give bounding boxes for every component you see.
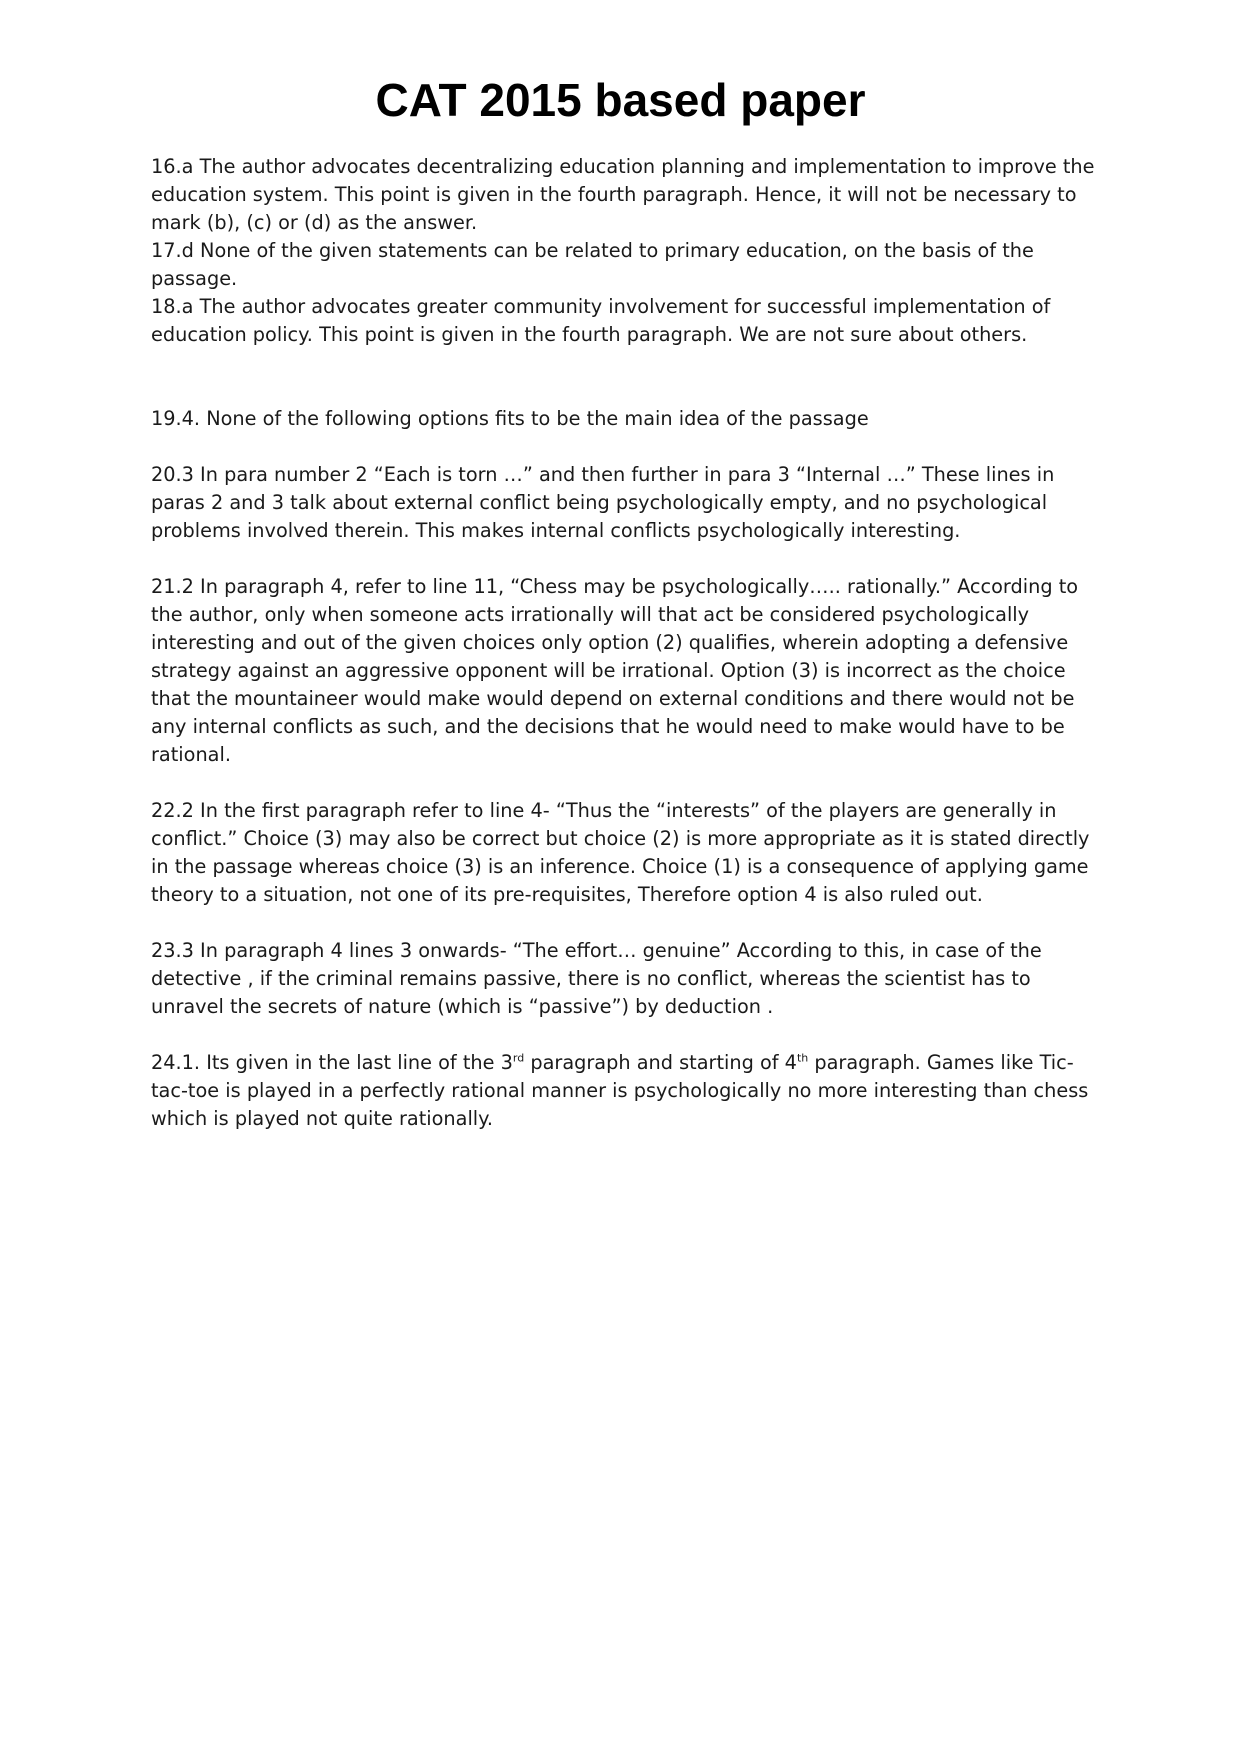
paragraph-spacer (151, 1021, 1103, 1049)
answer-24 (151, 1049, 1103, 1133)
answer-21: 21.2 In paragraph 4, refer to line 11, “Chess may be psychologically….. rationally.” According to the author, only when someone acts irrationally will that act be considered psychologically interesting and out of the given choices only option (2) qualifies, wherein adopting a defensive strategy against an aggressive opponent will be irrational. Option (3) is incorrect as the choice that the mountaineer would make would depend on external conditions and there would not be any internal conflicts as such, and the decisions that he would need to make would have to be rational. (151, 575, 1079, 766)
answer-16: 16.a The author advocates decentralizing education planning and implementation to improve the education system. This point is given in the fourth paragraph. Hence, it will not be necessary to mark (b), (c) or (d) as the answer. (151, 155, 1095, 234)
answer-22: 22.2 In the first paragraph refer to line 4- “Thus the “interests” of the players are generally in conflict.” Choice (3) may also be correct but choice (2) is more appropriate as it is stated directly in the passage whereas choice (3) is an inference. Choice (1) is a consequence of applying game theory to a situation, not one of its pre-requisites, Therefore option 4 is also ruled out. (151, 799, 1090, 906)
answer-24-superscript-th: th (796, 1051, 809, 1065)
paragraph-spacer (151, 769, 1103, 797)
paragraph-spacer (151, 349, 1103, 405)
answer-24-superscript-rd: rd (512, 1051, 525, 1065)
answer-24-text-3: paragraph. Games like Tic-tac-toe is played in a perfectly rational manner is psychologically no more interesting than chess which is played not quite rationally. (151, 1051, 1089, 1130)
answer-24-text-1: 24.1. Its given in the last line of the 3 (151, 1051, 513, 1074)
paragraph-spacer (151, 909, 1103, 937)
answer-23: 23.3 In paragraph 4 lines 3 onwards- “The effort… genuine” According to this, in case of the detective , if the criminal remains passive, there is no conflict, whereas the scientist has to unravel the secrets of nature (which is “passive”) by deduction . (151, 939, 1042, 1018)
answer-20: 20.3 In para number 2 “Each is torn …” and then further in para 3 “Internal …” These lines in paras 2 and 3 talk about external conflict being psychologically empty, and no psychological problems involved therein. This makes internal conflicts psychologically interesting. (151, 463, 1055, 542)
answer-18: 18.a The author advocates greater community involvement for successful implementation of education policy. This point is given in the fourth paragraph. We are not sure about others. (151, 295, 1051, 346)
page-title: CAT 2015 based paper (375, 74, 866, 126)
answer-17: 17.d None of the given statements can be related to primary education, on the basis of the passage. (151, 239, 1034, 290)
answer-19: 19.4. None of the following options fits to be the main idea of the passage (151, 407, 869, 430)
paragraph-spacer (151, 433, 1103, 461)
paragraph-spacer (151, 545, 1103, 573)
answer-body (151, 153, 1103, 1133)
answer-24-text-2: paragraph and starting of 4 (524, 1051, 797, 1074)
